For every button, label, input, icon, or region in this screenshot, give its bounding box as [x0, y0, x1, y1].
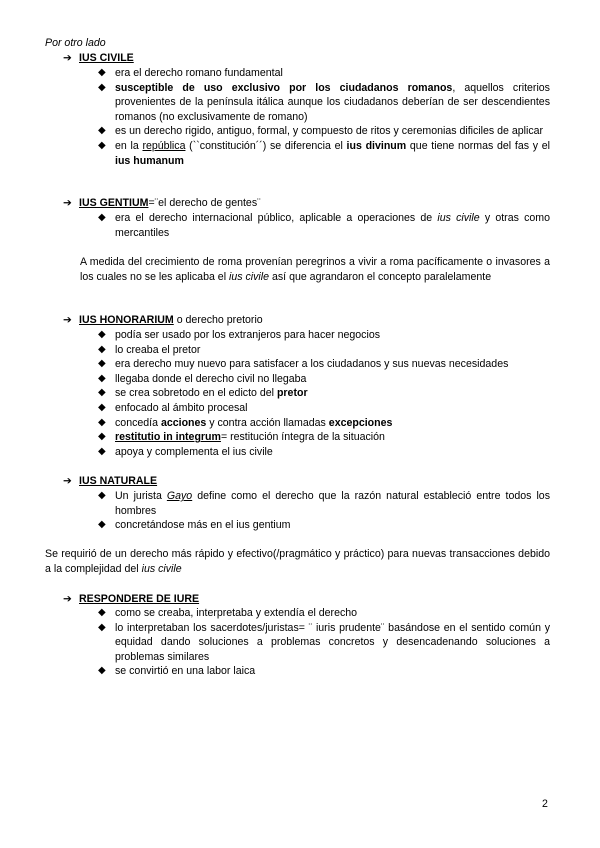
paragraph-requirio: Se requirió de un derecho más rápido y efectivo(/pragmático y práctico) para nuevas transacciones debido a la complejidad del ius civile — [45, 548, 550, 575]
diamond-bullet-icon: ◆ — [98, 490, 106, 501]
diamond-bullet-icon: ◆ — [98, 665, 106, 677]
arrow-icon: ➔ — [63, 52, 72, 64]
diamond-bullet-icon: ◆ — [98, 445, 106, 457]
intro-text: Por otro lado — [45, 37, 106, 49]
heading-respondere-de-iure — [63, 592, 199, 607]
diamond-bullet-icon: ◆ — [98, 372, 106, 384]
heading-title: RESPONDERE DE IURE — [79, 593, 200, 605]
diamond-bullet-icon: ◆ — [98, 343, 106, 355]
list-ius-civile — [98, 66, 550, 168]
list-item: ◆ concretándose más en el ius gentium — [98, 519, 291, 532]
list-item: ◆ es un derecho rigido, antiguo, formal, y compuesto de ritos y ceremonias dificiles de aplicar — [98, 125, 544, 138]
heading-title: IUS HONORARIUM — [79, 314, 174, 326]
list-item: ◆ concedía acciones y contra acción llamadas excepciones — [98, 416, 393, 429]
arrow-icon: ➔ — [63, 475, 72, 487]
diamond-bullet-icon: ◆ — [98, 212, 106, 223]
list-item: ◆ como se creaba, interpretaba y extendía el derecho — [98, 607, 358, 619]
heading-title: IUS GENTIUM — [79, 197, 149, 209]
list-item: ◆ se crea sobretodo en el edicto del pretor — [98, 387, 308, 400]
list-item: ◆ era derecho muy nuevo para satisfacer a los ciudadanos y sus nuevas necesidades — [98, 358, 509, 371]
arrow-icon: ➔ — [63, 593, 72, 605]
heading-title: IUS NATURALE — [79, 475, 158, 487]
diamond-bullet-icon: ◆ — [98, 519, 106, 531]
diamond-bullet-icon: ◆ — [98, 607, 106, 618]
diamond-bullet-icon: ◆ — [98, 387, 106, 399]
list-item: ◆ enfocado al ámbito procesal — [98, 401, 248, 414]
list-item: ◆ Un jurista Gayo define como el derecho que la razón natural estableció entre todos los hombres — [98, 490, 550, 517]
list-item: ◆ susceptible de uso exclusivo por los ciudadanos romanos, aquellos criterios provenientes de la península itálica aunque los ciudadanos deberían de ser descendientes romanos (no exclusivamente de romano) — [98, 81, 550, 123]
paragraph-crecimiento: A medida del crecimiento de roma provenían peregrinos a vivir a roma pacíficamente o invasores a los cuales no se les aplicaba el ius civile así que agrandaron el concepto paralelamente — [80, 256, 550, 283]
diamond-bullet-icon: ◆ — [98, 329, 106, 340]
heading-ius-gentium: ➔ IUS GENTIUM=¨el derecho de gentes¨ — [63, 197, 261, 209]
diamond-bullet-icon: ◆ — [98, 621, 106, 633]
republica-link[interactable]: república — [142, 139, 186, 152]
diamond-bullet-icon: ◆ — [98, 139, 106, 151]
list-item: ◆ llegaba donde el derecho civil no llegaba — [98, 372, 307, 385]
diamond-bullet-icon: ◆ — [98, 67, 106, 78]
list-item: ◆ era el derecho romano fundamental — [98, 67, 283, 79]
diamond-bullet-icon: ◆ — [98, 431, 106, 443]
list-item: ◆ era el derecho internacional público, aplicable a operaciones de ius civile y otras como mercantiles — [98, 212, 550, 239]
list-item: ◆ en la república (``constitución´´) se diferencia el ius divinum que tiene normas del fas y el ius humanum — [98, 139, 550, 167]
list-respondere — [98, 606, 550, 679]
diamond-bullet-icon: ◆ — [98, 358, 106, 370]
list-ius-naturale — [98, 489, 550, 533]
diamond-bullet-icon: ◆ — [98, 81, 106, 93]
heading-ius-civile — [63, 51, 134, 66]
list-item: ◆ lo interpretaban los sacerdotes/juristas= ¨ iuris prudente¨ basándose en el sentido común y equidad dando soluciones a problemas concretos y desencadenando soluciones a problemas similares — [98, 621, 550, 663]
heading-ius-naturale — [63, 474, 157, 489]
list-item: ◆ restitutio in integrum= restitución íntegra de la situación — [98, 431, 385, 444]
list-item: ◆ se convirtió en una labor laica — [98, 665, 256, 678]
arrow-icon: ➔ — [63, 197, 72, 209]
list-item: ◆ lo creaba el pretor — [98, 343, 201, 356]
list-item: ◆ apoya y complementa el ius civile — [98, 445, 273, 458]
heading-title: IUS CIVILE — [79, 52, 134, 64]
arrow-icon: ➔ — [63, 314, 72, 326]
list-item: ◆ podía ser usado por los extranjeros para hacer negocios — [98, 329, 381, 341]
diamond-bullet-icon: ◆ — [98, 401, 106, 413]
list-ius-honorarium — [98, 328, 550, 459]
gayo-link[interactable]: Gayo — [166, 490, 193, 502]
page-number: 2 — [542, 798, 548, 810]
diamond-bullet-icon: ◆ — [98, 125, 106, 137]
diamond-bullet-icon: ◆ — [98, 416, 106, 428]
heading-ius-honorarium: ➔ IUS HONORARIUM o derecho pretorio — [63, 314, 263, 326]
list-ius-gentium — [98, 211, 550, 240]
